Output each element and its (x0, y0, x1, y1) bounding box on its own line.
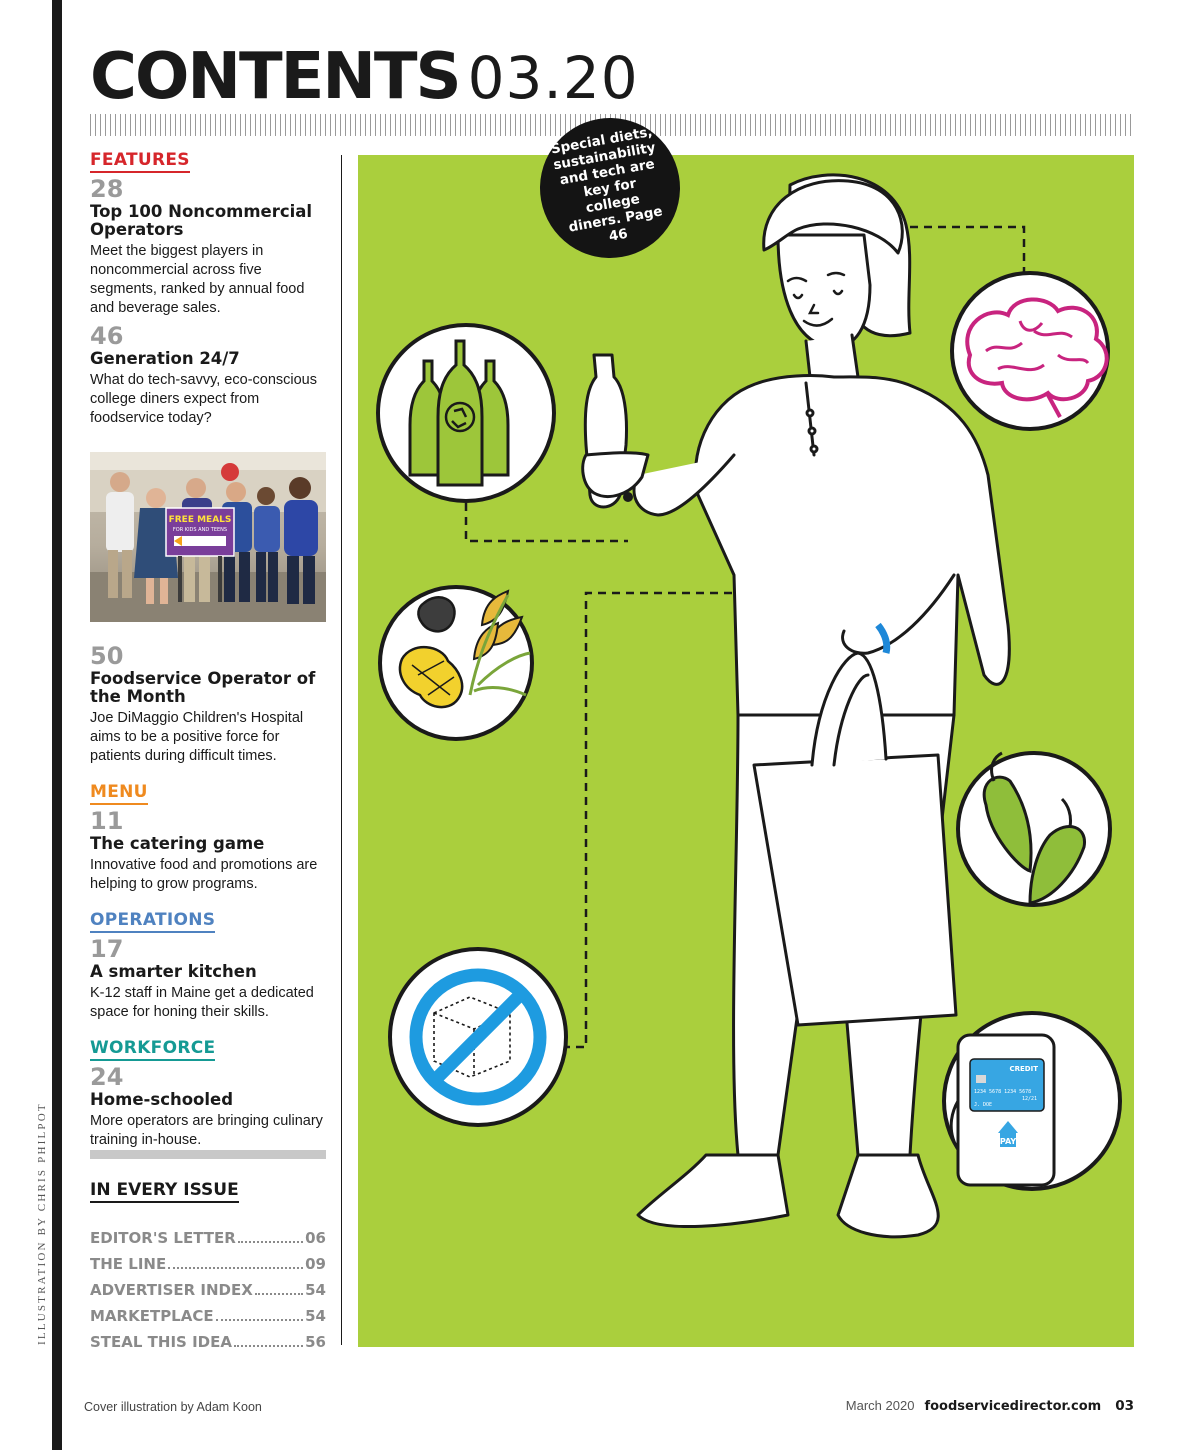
toc-entry[interactable] (90, 175, 330, 318)
masthead (90, 40, 639, 114)
column-divider (341, 155, 342, 1345)
section-menu (90, 782, 330, 894)
card-label: CREDIT (1009, 1065, 1038, 1073)
brain-icon-group (952, 273, 1108, 429)
every-issue-item[interactable] (90, 1307, 326, 1333)
toc-entry[interactable] (90, 1063, 330, 1150)
dot-leader (238, 1241, 303, 1243)
every-issue-list (90, 1229, 326, 1359)
section-heading[interactable]: FEATURES (90, 150, 190, 173)
entry-title: The catering game (90, 834, 265, 853)
cover-credit: Cover illustration by Adam Koon (84, 1400, 262, 1414)
page-number: 11 (90, 807, 124, 835)
folio-site[interactable]: foodservicedirector.com (924, 1399, 1102, 1414)
every-issue-item[interactable] (90, 1229, 326, 1255)
dot-leader (168, 1267, 303, 1269)
peppers-icon-group (958, 753, 1110, 905)
entry-description: Meet the biggest players in noncommercial across five segments, ranked by annual food and beverage sales. (90, 243, 305, 316)
item-page: 54 (305, 1281, 326, 1299)
every-issue-item[interactable] (90, 1333, 326, 1359)
dot-leader (255, 1293, 303, 1295)
item-page: 09 (305, 1255, 326, 1273)
entry-title: A smarter kitchen (90, 962, 257, 981)
entry-description: Innovative food and promotions are helping to grow programs. (90, 857, 318, 892)
left-edge-rule (52, 0, 62, 1450)
section-heading[interactable]: WORKFORCE (90, 1038, 215, 1061)
toc-entry[interactable] (90, 322, 330, 428)
cover-illustration (358, 155, 1134, 1347)
dot-leader (234, 1345, 303, 1347)
sign-subtitle: FOR KIDS AND TEENS (172, 527, 228, 533)
in-every-issue-heading: IN EVERY ISSUE (90, 1180, 239, 1203)
folio (846, 1398, 1134, 1414)
page-number: 46 (90, 322, 124, 350)
card-number: 1234 5678 1234 5678 (974, 1089, 1032, 1095)
card-holder: J. DOE (974, 1102, 993, 1108)
toc-entry[interactable] (90, 642, 330, 766)
item-page: 56 (305, 1333, 326, 1351)
entry-description: K-12 staff in Maine get a dedicated space for honing their skills. (90, 985, 314, 1020)
illustration-art (358, 155, 1134, 1347)
every-issue-item[interactable] (90, 1255, 326, 1281)
toc-entry[interactable] (90, 807, 330, 894)
section-heading[interactable]: OPERATIONS (90, 910, 215, 933)
staff-photo (90, 452, 326, 622)
item-page: 06 (305, 1229, 326, 1247)
page-number: 17 (90, 935, 124, 963)
page-number: 24 (90, 1063, 124, 1091)
sign-title: FREE MEALS (168, 515, 232, 525)
folio-page-number: 03 (1115, 1398, 1134, 1414)
pay-label: PAY (999, 1137, 1017, 1146)
entry-title: Foodservice Operator of the Month (90, 669, 316, 706)
entry-title: Generation 24/7 (90, 349, 240, 368)
callout-text: Special diets, sustainability and tech are key for college diners. Page 46 (549, 123, 664, 245)
table-of-contents (90, 150, 330, 1150)
staff-photo-art (90, 452, 326, 622)
entry-description: What do tech-savvy, eco-conscious college diners expect from foodservice today? (90, 372, 317, 426)
entry-description: More operators are bringing culinary training in-house. (90, 1113, 323, 1148)
item-label: ADVERTISER INDEX (90, 1281, 253, 1299)
bottles-icon-group (378, 325, 554, 501)
section-heading[interactable]: MENU (90, 782, 148, 805)
illustration-credit: ILLUSTRATION BY CHRIS PHILPOT (36, 1102, 48, 1345)
in-every-issue (90, 1180, 326, 1359)
dot-leader (216, 1319, 304, 1321)
card-expiry: 12/21 (1022, 1096, 1038, 1102)
folio-month: March 2020 (845, 1398, 915, 1413)
entry-title: Home-schooled (90, 1090, 234, 1109)
item-label: THE LINE (90, 1255, 167, 1273)
item-page: 54 (305, 1307, 326, 1325)
section-divider (90, 1150, 326, 1159)
page-number: 50 (90, 642, 124, 670)
section-workforce (90, 1038, 330, 1150)
no-sugar-icon-group (390, 949, 566, 1125)
item-label: STEAL THIS IDEA (90, 1333, 232, 1351)
toc-entry[interactable] (90, 935, 330, 1022)
issue-date: 03.20 (467, 44, 639, 112)
page-number: 28 (90, 175, 124, 203)
item-label: EDITOR'S LETTER (90, 1229, 236, 1247)
page-title: CONTENTS (90, 40, 460, 114)
grains-icon-group (380, 587, 532, 739)
entry-title: Top 100 Noncommercial Operators (90, 202, 313, 239)
item-label: MARKETPLACE (90, 1307, 214, 1325)
entry-description: Joe DiMaggio Children's Hospital aims to be a positive force for patients during difficult times. (90, 710, 304, 764)
section-operations (90, 910, 330, 1022)
every-issue-item[interactable] (90, 1281, 326, 1307)
phone-pay-icon-group (944, 1013, 1120, 1189)
